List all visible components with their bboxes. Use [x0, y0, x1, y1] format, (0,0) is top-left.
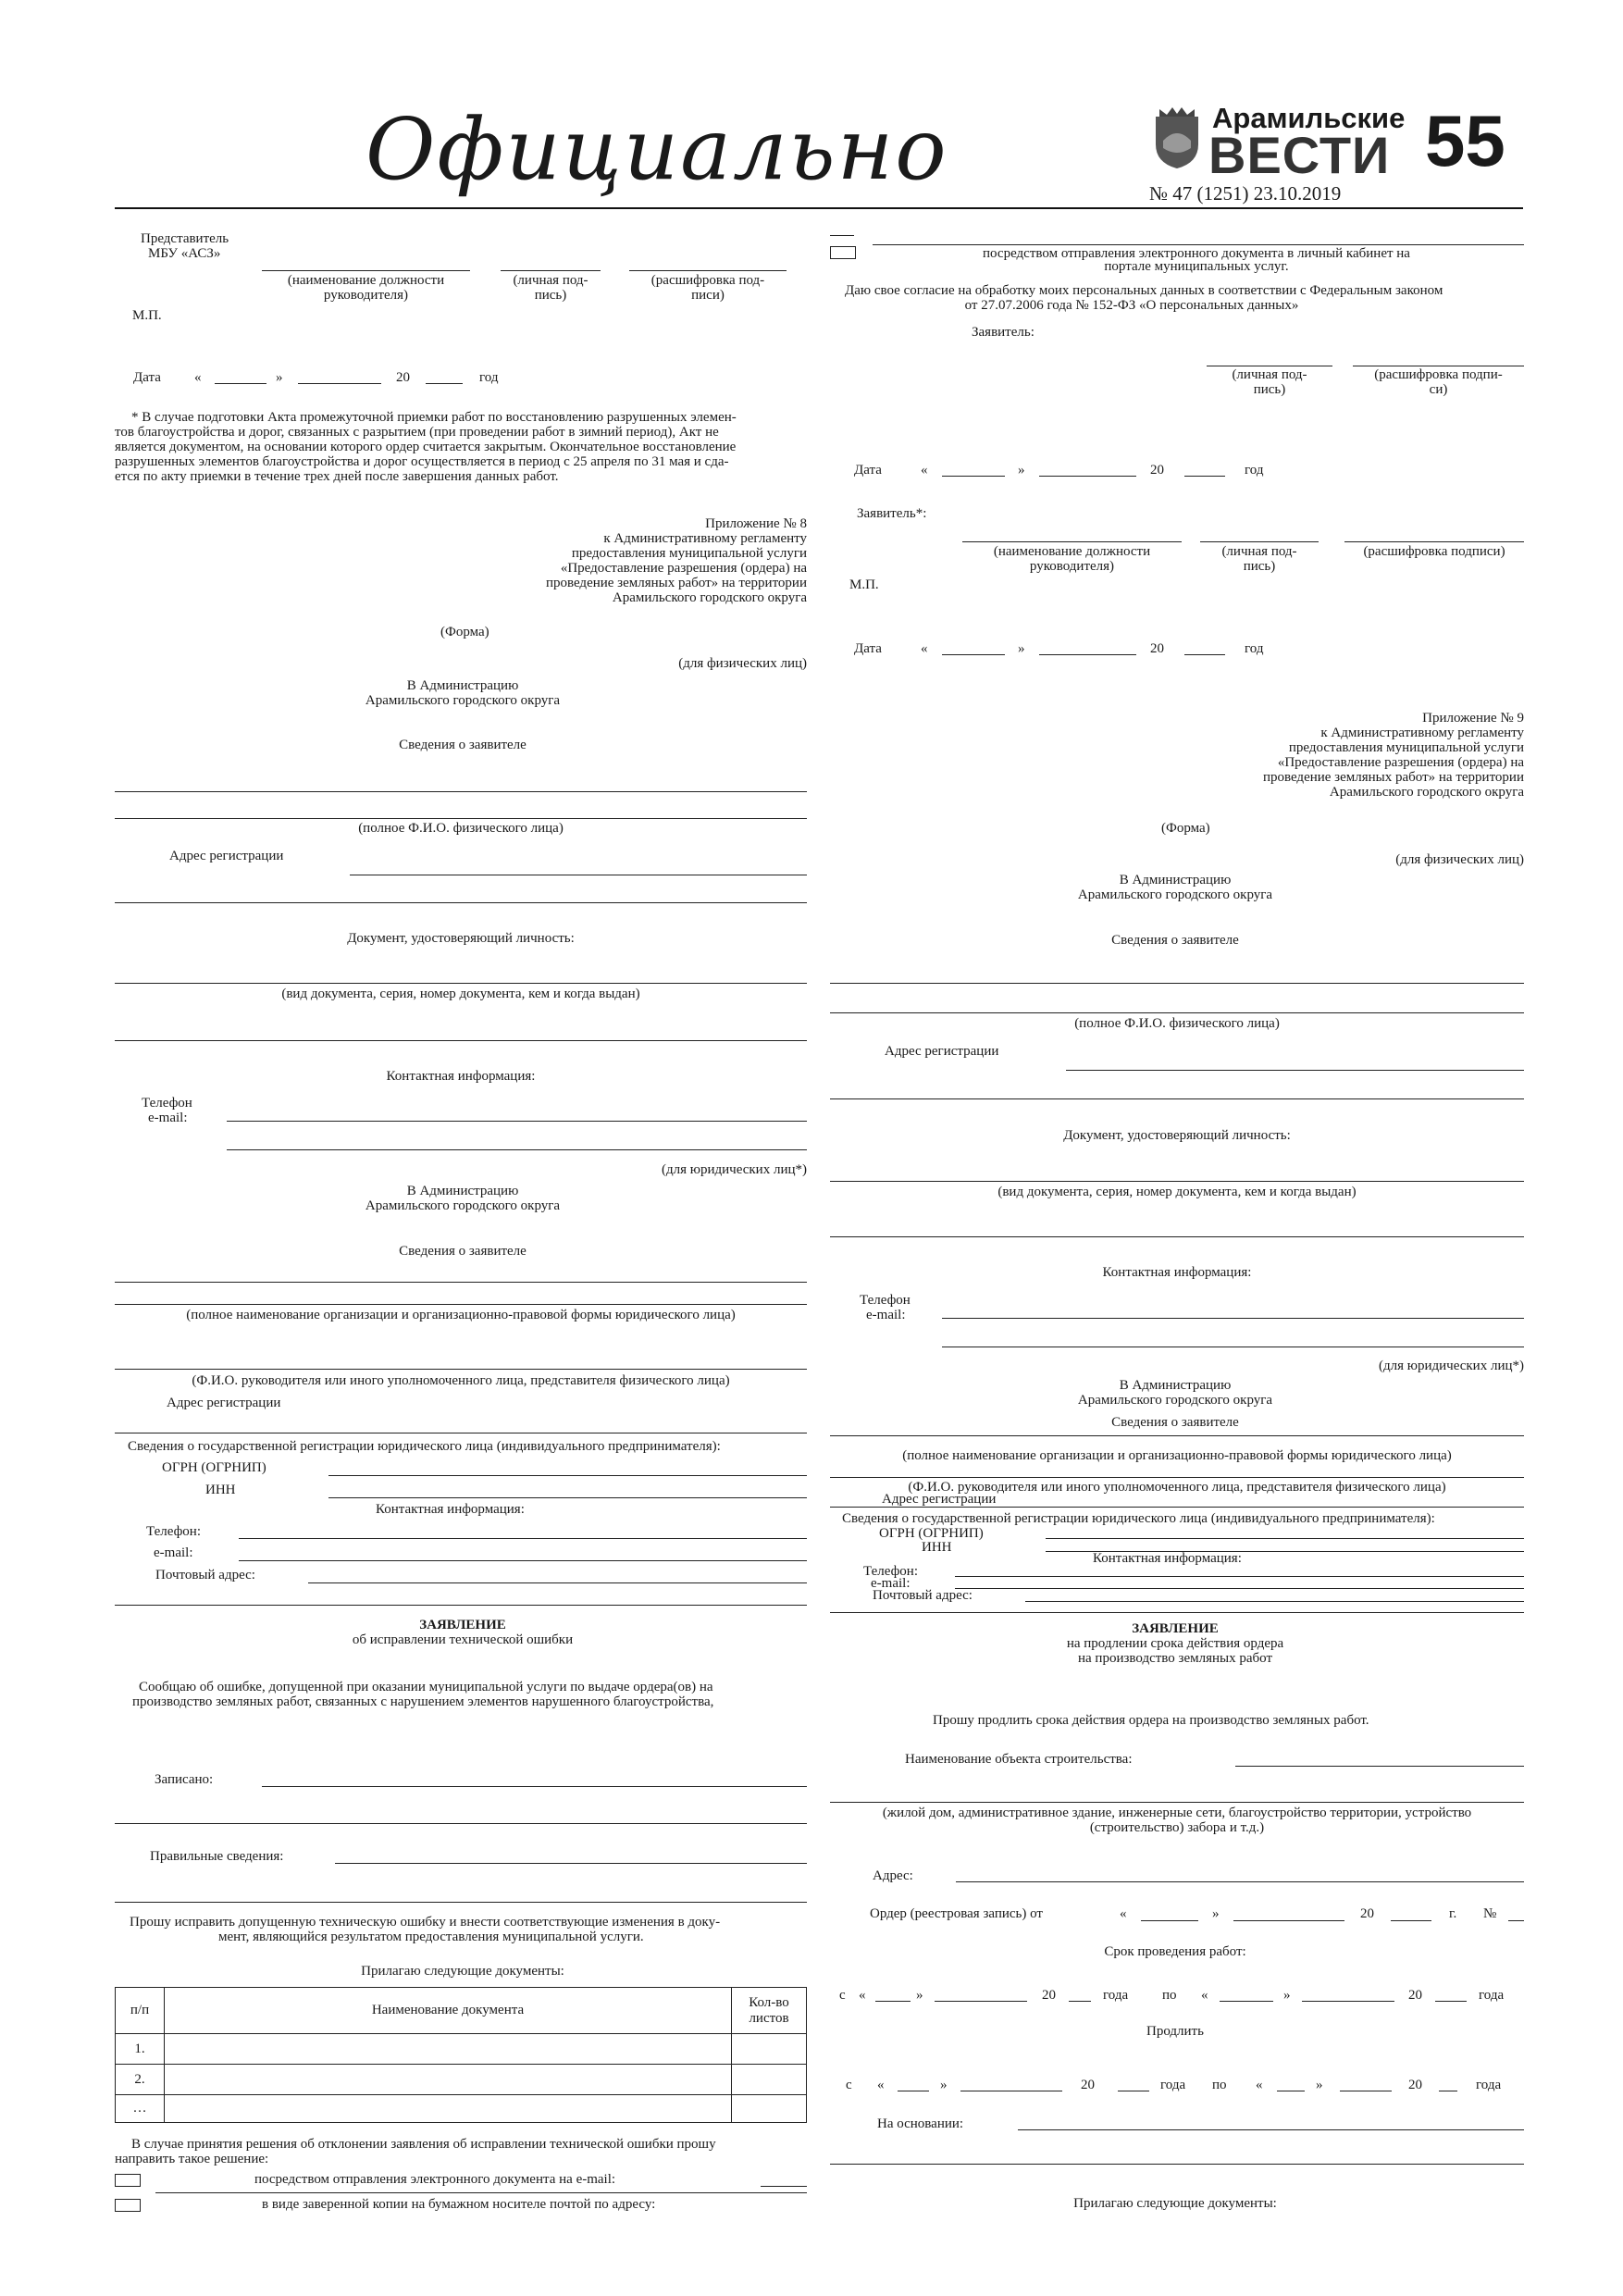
id-document-label: Документ, удостоверяющий личность:	[347, 931, 575, 946]
attach-heading: Прилагаю следующие документы:	[361, 1964, 564, 1979]
order-number-field[interactable]	[1508, 1920, 1524, 1921]
appendix-line: проведение земляных работ» на территории	[545, 576, 807, 590]
for-legal: (для юридических лиц*)	[662, 1162, 807, 1177]
period-to-day-field[interactable]	[1220, 2001, 1273, 2002]
email-label: e-mail:	[154, 1545, 193, 1560]
for-individuals: (для физических лиц)	[678, 656, 807, 671]
report-text: Сообщаю об ошибке, допущенной при оказании муниципальной услуги по выдаче ордера(ов) на	[139, 1680, 713, 1694]
statement-subtitle: об исправлении технической ошибки	[352, 1632, 574, 1647]
email-label: e-mail:	[148, 1111, 188, 1125]
full-name-caption: (полное Ф.И.О. физического лица)	[1074, 1016, 1280, 1031]
phone-field[interactable]	[942, 1318, 1524, 1319]
head-caption: (Ф.И.О. руководителя или иного уполномоченного лица, представителя физического лица)	[192, 1373, 730, 1388]
date-day-field[interactable]	[942, 476, 1005, 477]
ogrn-label: ОГРН (ОГРНИП)	[879, 1526, 984, 1541]
issue-info: № 47 (1251) 23.10.2019	[1149, 182, 1342, 205]
contact-info-heading: Контактная информация:	[1102, 1265, 1252, 1280]
sig-decode-caption: (расшифровка под-	[650, 273, 765, 288]
id-document-field[interactable]	[830, 1181, 1524, 1182]
basis-field[interactable]	[1018, 2129, 1524, 2130]
object-name-label: Наименование объекта строительства:	[905, 1752, 1133, 1767]
order-month-field[interactable]	[1233, 1920, 1344, 1921]
org-caption: (полное наименование организации и организационно-правовой формы юридического лица)	[902, 1448, 1452, 1463]
footnote-line: разрушенных элементов благоустройства и дорог осуществляется в период с 25 апреля по 31 мая и сда-	[115, 454, 729, 469]
written-field[interactable]	[262, 1786, 807, 1787]
statement-title: ЗАЯВЛЕНИЕ	[419, 1618, 506, 1632]
consent-text: от 27.07.2006 года № 152-ФЗ «О персональных данных»	[964, 298, 1299, 313]
object-caption: (жилой дом, административное здание, инженерные сети, благоустройство территории, устройство	[882, 1806, 1472, 1820]
period-from-year-field[interactable]	[1069, 2001, 1091, 2002]
signature-field[interactable]	[1200, 541, 1319, 542]
written-label: Записано:	[155, 1772, 214, 1787]
inn-label: ИНН	[205, 1483, 236, 1497]
newspaper-logo-top: Арамильские	[1212, 102, 1406, 134]
order-day-field[interactable]	[1141, 1920, 1198, 1921]
applicant-info-heading: Сведения о заявителе	[1111, 1415, 1239, 1430]
ogrn-label: ОГРН (ОГРНИП)	[162, 1460, 266, 1475]
date-month-field[interactable]	[298, 383, 381, 384]
sig-personal-caption: (личная под-	[1232, 367, 1307, 382]
decision-text: В случае принятия решения об отклонении заявления об исправлении технической ошибки прошу	[131, 2137, 716, 2152]
address-label: Адрес:	[873, 1868, 913, 1883]
phone-label: Телефон	[142, 1096, 192, 1111]
date-day-field[interactable]	[942, 654, 1005, 655]
email-field[interactable]	[955, 1588, 1524, 1589]
org-name-field[interactable]	[115, 1282, 807, 1283]
work-period-label: Срок проведения работ:	[1104, 1944, 1246, 1959]
applicant-label: Заявитель*:	[857, 506, 927, 521]
order-label: Ордер (реестровая запись) от	[870, 1906, 1043, 1921]
table-row: 2.	[116, 2065, 807, 2095]
email-label: e-mail:	[866, 1308, 906, 1322]
form-label: (Форма)	[1161, 821, 1210, 836]
reg-address-field[interactable]	[830, 1507, 1524, 1508]
period-from-day-field[interactable]	[875, 2001, 911, 2002]
date-day-field[interactable]	[215, 383, 266, 384]
applicant-info-heading: Сведения о заявителе	[399, 738, 527, 752]
appendix-line: Арамильского городского округа	[612, 590, 807, 605]
option-email-label: посредством отправления электронного документа на e-mail:	[254, 2172, 616, 2187]
reg-address-field[interactable]	[1066, 1070, 1524, 1071]
post-address-label: Почтовый адрес:	[873, 1588, 973, 1603]
phone-field[interactable]	[227, 1121, 807, 1122]
phone-label: Телефон:	[863, 1564, 918, 1579]
signature-decode-field[interactable]	[1344, 541, 1524, 542]
masthead-divider	[115, 207, 1523, 209]
sig-position-caption: (наименование должности	[993, 544, 1151, 559]
appendix-line: к Административному регламенту	[1320, 726, 1524, 740]
table-head-name: Наименование документа	[165, 1988, 732, 2034]
basis-label: На основании:	[877, 2116, 964, 2131]
phone-field[interactable]	[955, 1576, 1524, 1577]
to-admin: В Администрацию	[406, 678, 519, 693]
to-admin: В Администрацию	[1119, 873, 1232, 887]
date-label: Дата	[854, 463, 882, 478]
extend-label: Продлить	[1146, 2024, 1204, 2039]
footnote-line: ется по акту приемки в течение трех дней после завершения данных работ.	[115, 469, 559, 484]
page-number: 55	[1425, 100, 1505, 181]
sig-personal-caption: (личная под-	[513, 273, 588, 288]
date-label: Дата	[854, 641, 882, 656]
sig-position-caption: (наименование должности	[287, 273, 445, 288]
applicant-info-heading: Сведения о заявителе	[1111, 933, 1239, 948]
head-name-field[interactable]	[115, 1369, 807, 1370]
appendix-line: Арамильского городского округа	[1329, 785, 1524, 800]
documents-table	[115, 1987, 807, 2123]
correct-field[interactable]	[335, 1863, 807, 1864]
footnote-line: * В случае подготовки Акта промежуточной приемки работ по восстановлению разрушенных элемен-	[131, 410, 737, 425]
extend-request-text: Прошу продлить срока действия ордера на производство земляных работ.	[933, 1713, 1369, 1728]
option-cabinet-label: посредством отправления электронного документа в личный кабинет на	[983, 246, 1410, 261]
table-head-num: п/п	[116, 1988, 165, 2034]
head-name-field[interactable]	[830, 1477, 1524, 1478]
request-text: Прошу исправить допущенную техническую ошибку и внести соответствующие изменения в доку-	[130, 1915, 721, 1930]
request-text: мент, являющийся результатом предоставления муниципальной услуги.	[218, 1930, 644, 1944]
footnote-line: тов благоустройства и дорог, связанных с разрытием (при проведении работ в зимний период), Акт не	[115, 425, 719, 440]
for-individuals: (для физических лиц)	[1395, 852, 1524, 867]
email-field[interactable]	[239, 1560, 807, 1561]
applicant-name-field[interactable]	[115, 791, 807, 792]
reg-address-label: Адрес регистрации	[169, 849, 284, 863]
state-reg-label: Сведения о государственной регистрации юридического лица (индивидуального предпринимателя):	[128, 1439, 721, 1454]
applicant-name-field[interactable]	[830, 983, 1524, 984]
to-admin: В Администрацию	[1119, 1378, 1232, 1393]
phone-field[interactable]	[239, 1538, 807, 1539]
option-post-checkbox[interactable]	[115, 2199, 141, 2212]
head-caption: (Ф.И.О. руководителя или иного уполномоченного лица, представителя физического лица)	[908, 1480, 1446, 1495]
reg-address-label: Адрес регистрации	[882, 1492, 997, 1507]
footnote-line: является документом, на основании которого ордер считается закрытым. Окончательное восстановление	[115, 440, 737, 454]
appendix-line: Приложение № 9	[1422, 711, 1524, 726]
org-name-field[interactable]	[830, 1435, 1524, 1436]
post-address-field[interactable]	[308, 1582, 807, 1583]
full-name-caption: (полное Ф.И.О. физического лица)	[358, 821, 564, 836]
option-cabinet-checkbox[interactable]	[830, 246, 856, 259]
phone-label: Телефон:	[146, 1524, 201, 1539]
inn-label: ИНН	[922, 1540, 952, 1555]
contact-info-heading: Контактная информация:	[1093, 1551, 1242, 1566]
date-year-field[interactable]	[1184, 476, 1225, 477]
period-to-year-field[interactable]	[1435, 2001, 1467, 2002]
applicant-label: Заявитель:	[972, 325, 1035, 340]
table-row: 1.	[116, 2034, 807, 2065]
report-text: производство земляных работ, связанных с нарушением элементов нарушенного благоустройства,	[132, 1694, 714, 1709]
appendix-line: предоставления муниципальной услуги	[571, 546, 807, 561]
email-field[interactable]	[227, 1149, 807, 1150]
consent-text: Даю свое согласие на обработку моих персональных данных в соответствии с Федеральным законом	[845, 283, 1443, 298]
date-label: Дата	[133, 370, 161, 385]
rep-org: МБУ «АСЗ»	[148, 246, 221, 261]
stamp-place: М.П.	[849, 577, 879, 592]
state-reg-label: Сведения о государственной регистрации юридического лица (индивидуального предпринимателя):	[842, 1511, 1435, 1526]
phone-label: Телефон	[860, 1293, 911, 1308]
attach-heading: Прилагаю следующие документы:	[1073, 2196, 1277, 2211]
inn-field[interactable]	[328, 1497, 807, 1498]
org-caption: (полное наименование организации и организационно-правовой формы юридического лица)	[186, 1308, 736, 1322]
id-caption: (вид документа, серия, номер документа, кем и когда выдан)	[281, 987, 640, 1001]
order-year-field[interactable]	[1391, 1920, 1431, 1921]
appendix-line: Приложение № 8	[705, 516, 807, 531]
table-head-qty: Кол-во листов	[732, 1988, 807, 2034]
newspaper-logo: ВЕСТИ	[1208, 126, 1391, 184]
section-title: Официально	[365, 100, 948, 199]
post-address-label: Почтовый адрес:	[155, 1568, 255, 1582]
sig-decode-caption: (расшифровка подписи)	[1363, 544, 1505, 559]
applicant-info-heading: Сведения о заявителе	[399, 1244, 527, 1259]
reg-address-label: Адрес регистрации	[885, 1044, 999, 1059]
date-month-field[interactable]	[1039, 654, 1136, 655]
ogrn-field[interactable]	[1046, 1538, 1524, 1539]
coat-of-arms-icon	[1150, 104, 1204, 170]
date-month-field[interactable]	[1039, 476, 1136, 477]
option-post-label: в виде заверенной копии на бумажном носителе почтой по адресу:	[262, 2197, 656, 2212]
for-legal: (для юридических лиц*)	[1379, 1359, 1524, 1373]
correct-label: Правильные сведения:	[150, 1849, 284, 1864]
statement-title: ЗАЯВЛЕНИЕ	[1132, 1621, 1219, 1636]
option-email-field[interactable]	[761, 2186, 807, 2187]
appendix-line: «Предоставление разрешения (ордера) на	[560, 561, 807, 576]
email-label: e-mail:	[871, 1576, 911, 1591]
period-to-month-field[interactable]	[1302, 2001, 1394, 2002]
appendix-line: проведение земляных работ» на территории	[1262, 770, 1524, 785]
stamp-place: М.П.	[132, 308, 162, 323]
position-field[interactable]	[962, 541, 1182, 542]
sig-decode-caption: (расшифровка подпи-	[1374, 367, 1503, 382]
date-year-field[interactable]	[426, 383, 463, 384]
appendix-line: к Административному регламенту	[603, 531, 807, 546]
contact-info-heading: Контактная информация:	[386, 1069, 536, 1084]
form-label: (Форма)	[440, 625, 489, 639]
appendix-line: предоставления муниципальной услуги	[1288, 740, 1524, 755]
table-row: …	[116, 2095, 807, 2123]
appendix-line: «Предоставление разрешения (ордера) на	[1277, 755, 1524, 770]
to-admin: В Администрацию	[406, 1184, 519, 1198]
id-caption: (вид документа, серия, номер документа, кем и когда выдан)	[997, 1185, 1357, 1199]
ogrn-field[interactable]	[328, 1475, 807, 1476]
sig-personal-caption: (личная под-	[1221, 544, 1297, 559]
date-year-field[interactable]	[1184, 654, 1225, 655]
id-document-label: Документ, удостоверяющий личность:	[1063, 1128, 1291, 1143]
post-address-field[interactable]	[1025, 1601, 1524, 1602]
reg-address-label: Адрес регистрации	[167, 1396, 281, 1410]
option-email-checkbox[interactable]	[115, 2174, 141, 2187]
id-document-field[interactable]	[115, 983, 807, 984]
contact-info-heading: Контактная информация:	[376, 1502, 525, 1517]
statement-subtitle: на продлении срока действия ордера	[1066, 1636, 1284, 1651]
address-field[interactable]	[956, 1881, 1524, 1882]
object-name-field[interactable]	[1235, 1766, 1524, 1767]
decision-text: направить такое решение:	[115, 2152, 269, 2166]
period-from-month-field[interactable]	[935, 2001, 1027, 2002]
rep-label: Представитель	[141, 231, 229, 246]
